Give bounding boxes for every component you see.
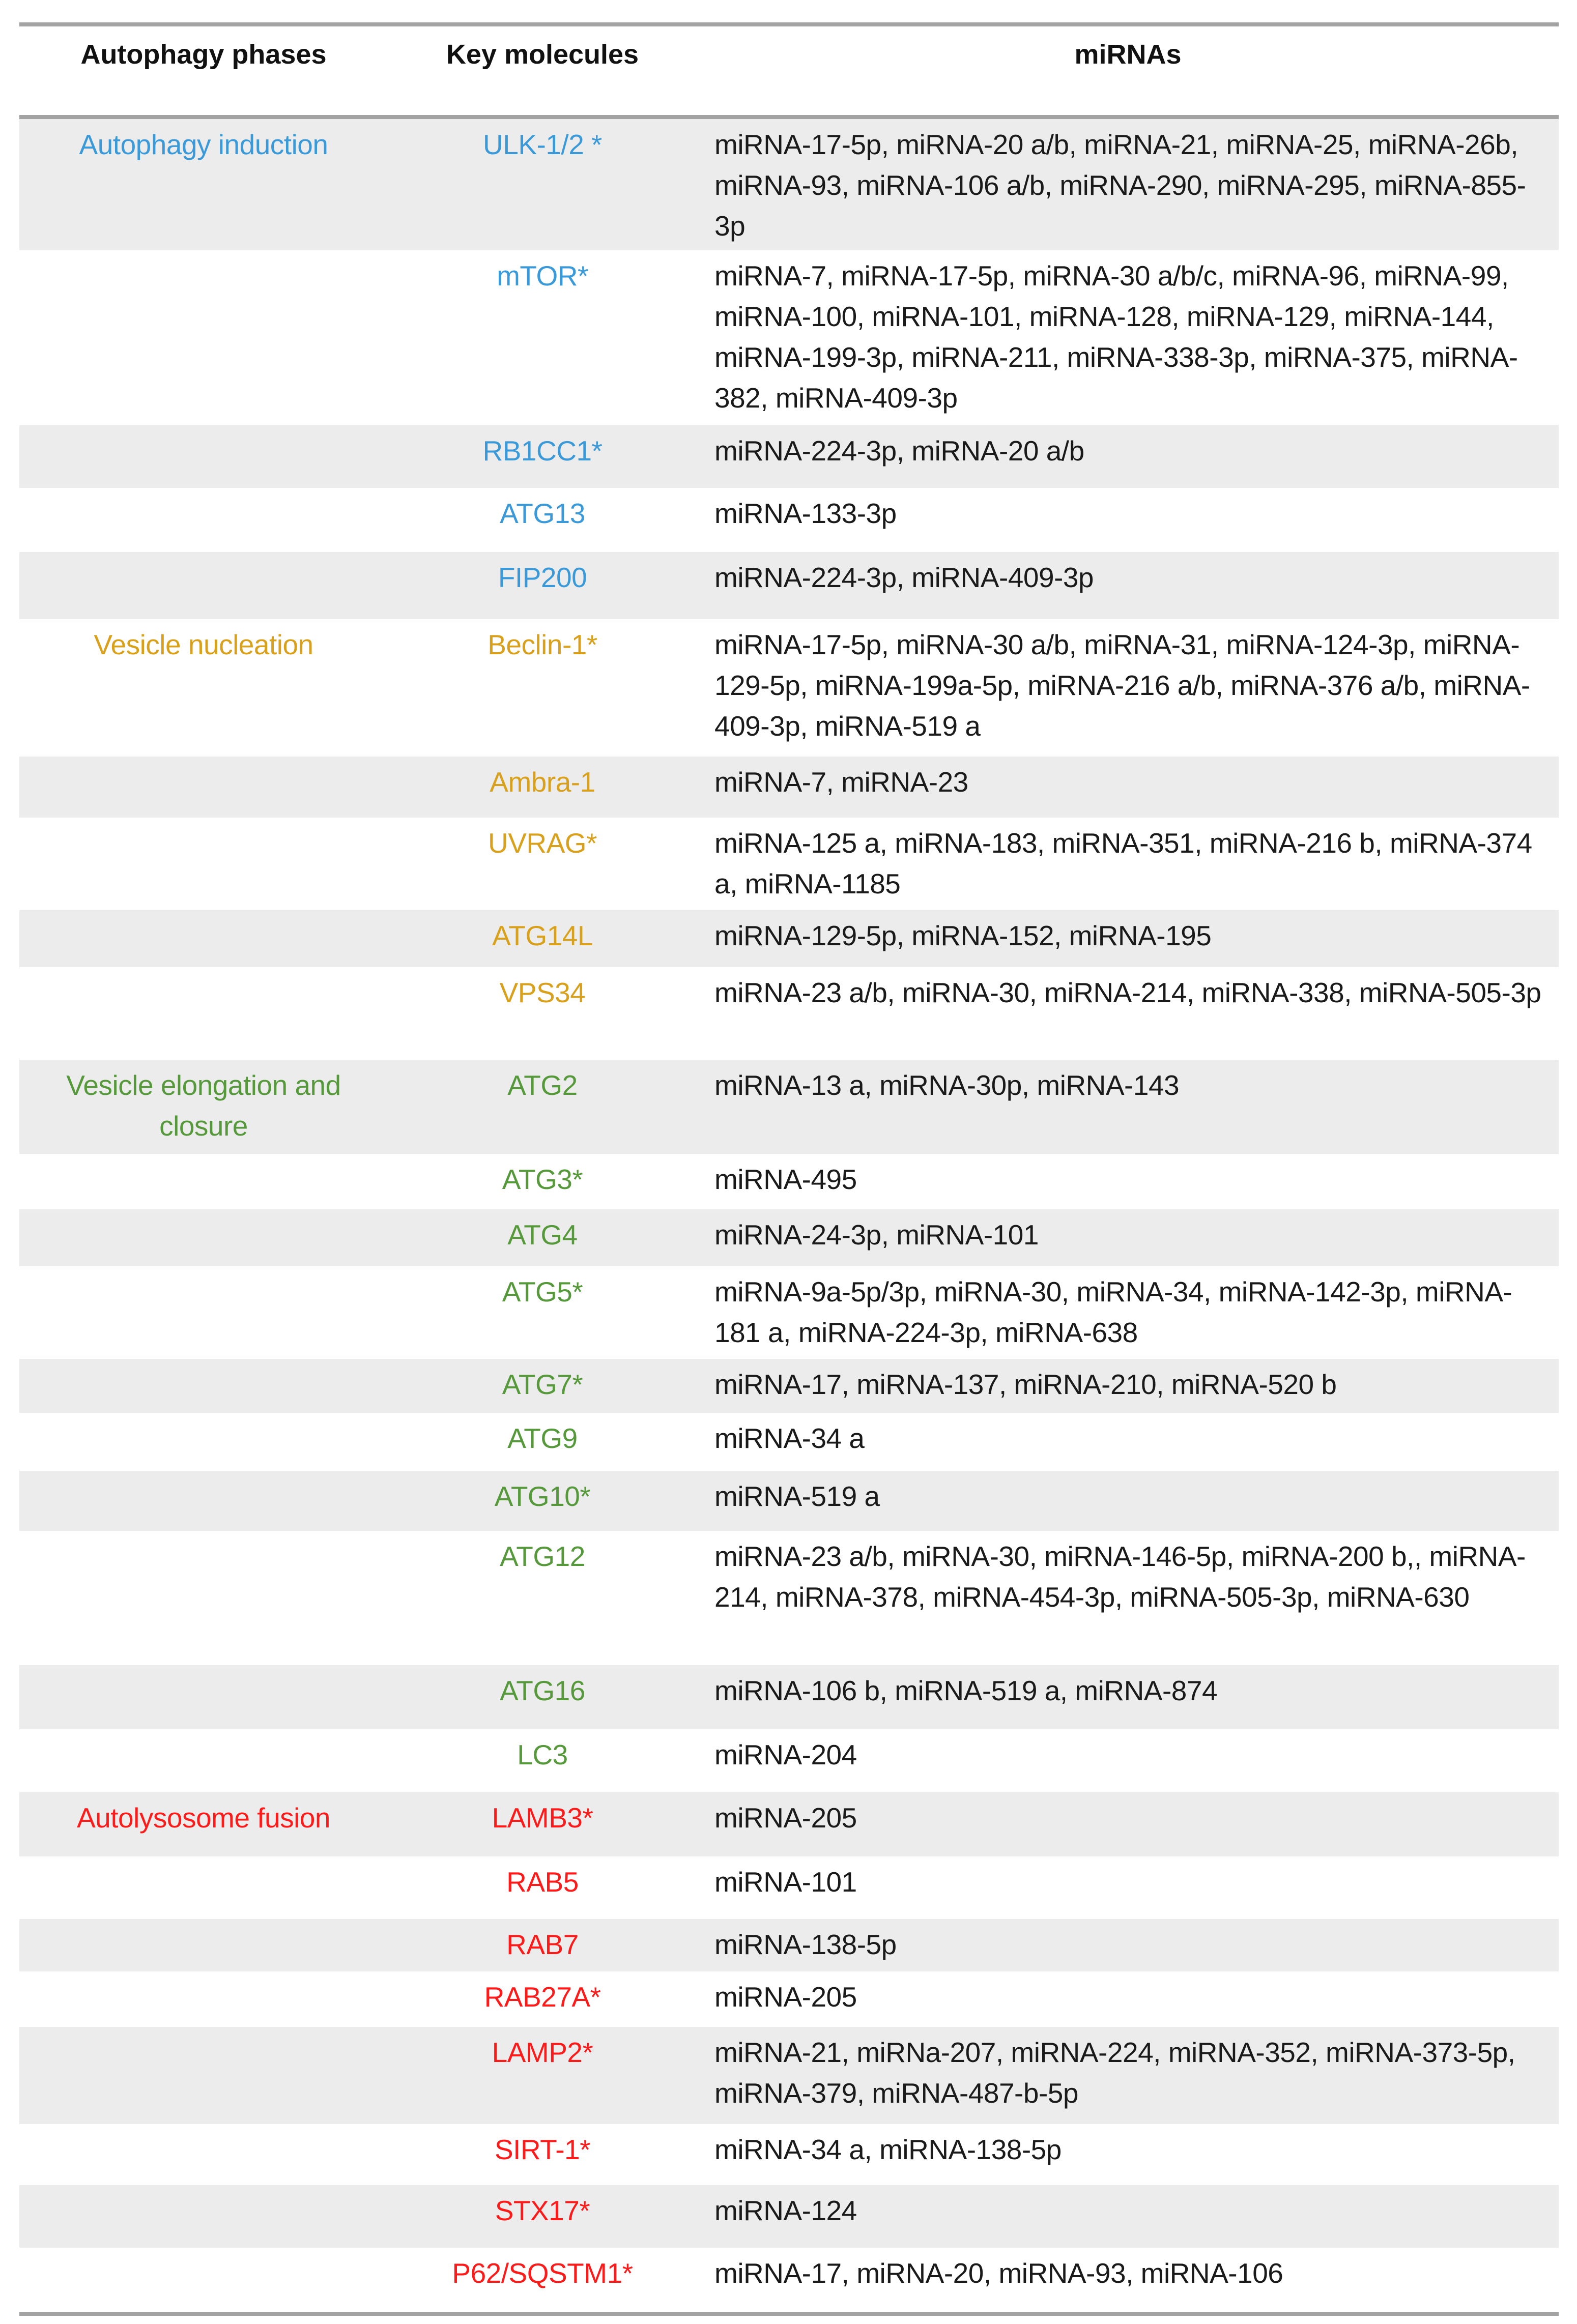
key-molecule-cell: STX17* <box>495 2195 590 2226</box>
mirnas-cell: miRNA-224-3p, miRNA-409-3p <box>714 562 1094 593</box>
key-molecule-cell: P62/SQSTM1* <box>452 2257 633 2289</box>
key-molecule-cell: RAB27A* <box>484 1981 601 2013</box>
phase-cell: Autophagy induction <box>79 129 328 160</box>
table-row <box>19 1266 1559 1359</box>
table-row <box>19 250 1559 425</box>
mirnas-cell: miRNA-17-5p, miRNA-20 a/b, miRNA-21, miRNA-25, miRNA-26b, miRNA-93, miRNA-106 a/b, miRNA-290, miRNA-295, miRNA-855-3p <box>714 129 1526 242</box>
table-row <box>19 488 1559 552</box>
autophagy-mirna-table <box>19 22 1559 2316</box>
table-row <box>19 2185 1559 2248</box>
key-molecule-cell: mTOR* <box>497 260 588 292</box>
table-header <box>19 26 1559 115</box>
table-row <box>19 1471 1559 1531</box>
mirnas-cell: miRNA-106 b, miRNA-519 a, miRNA-874 <box>714 1675 1218 1706</box>
table-row <box>19 619 1559 757</box>
phase-cell: Autolysosome fusion <box>77 1802 330 1834</box>
mirnas-cell: miRNA-17, miRNA-137, miRNA-210, miRNA-520 b <box>714 1369 1337 1400</box>
mirnas-cell: miRNA-224-3p, miRNA-20 a/b <box>714 435 1084 467</box>
mirnas-cell: miRNA-101 <box>714 1866 857 1898</box>
key-molecule-cell: ATG16 <box>500 1675 585 1706</box>
phase-cell <box>19 910 388 967</box>
table-row <box>19 1729 1559 1792</box>
mirnas-cell: miRNA-17-5p, miRNA-30 a/b, miRNA-31, miRNA-124-3p, miRNA-129-5p, miRNA-199a-5p, miRNA-216 a/b, miRNA-376 a/b, miRNA-409-3p, miRNA-519 a <box>714 629 1530 742</box>
phase-cell <box>19 1531 388 1665</box>
key-molecule-cell: ATG4 <box>507 1219 578 1251</box>
key-molecule-cell: ATG13 <box>500 498 585 529</box>
phase-cell <box>19 552 388 619</box>
phase-cell <box>19 818 388 910</box>
mirnas-cell: miRNA-204 <box>714 1739 857 1770</box>
mirnas-cell: miRNA-17, miRNA-20, miRNA-93, miRNA-106 <box>714 2257 1283 2289</box>
table-row <box>19 1919 1559 1971</box>
top-rule <box>19 22 1559 26</box>
key-molecule-cell: ATG14L <box>492 920 593 951</box>
phase-cell <box>19 1413 388 1471</box>
mirnas-cell: miRNA-21, miRNa-207, miRNA-224, miRNA-352, miRNA-373-5p, miRNA-379, miRNA-487-b-5p <box>714 2037 1515 2109</box>
mirnas-cell: miRNA-495 <box>714 1164 857 1195</box>
key-molecule-cell: UVRAG* <box>488 827 597 859</box>
table-row <box>19 1971 1559 2027</box>
phase-cell <box>19 1359 388 1413</box>
table-body <box>19 119 1559 2312</box>
phase-cell <box>19 2027 388 2124</box>
key-molecule-cell: RAB7 <box>506 1929 579 1960</box>
mirnas-cell: miRNA-9a-5p/3p, miRNA-30, miRNA-34, miRNA-142-3p, miRNA-181 a, miRNA-224-3p, miRNA-638 <box>714 1276 1512 1348</box>
table-row <box>19 1856 1559 1919</box>
phase-cell <box>19 1266 388 1359</box>
mirnas-cell: miRNA-34 a, miRNA-138-5p <box>714 2134 1062 2165</box>
mirnas-cell: miRNA-13 a, miRNA-30p, miRNA-143 <box>714 1069 1180 1101</box>
table-row <box>19 119 1559 250</box>
key-molecule-cell: ATG7* <box>502 1369 583 1400</box>
mirnas-cell: miRNA-7, miRNA-23 <box>714 766 968 798</box>
table-row <box>19 1154 1559 1209</box>
key-molecule-cell: LC3 <box>517 1739 568 1770</box>
key-molecule-cell: ULK-1/2 * <box>483 129 602 160</box>
table-row <box>19 1413 1559 1471</box>
key-molecule-cell: VPS34 <box>499 977 586 1008</box>
table-row <box>19 2027 1559 2124</box>
mirnas-cell: miRNA-23 a/b, miRNA-30, miRNA-214, miRNA-338, miRNA-505-3p <box>714 977 1541 1008</box>
phase-cell <box>19 1154 388 1209</box>
phase-cell <box>19 1665 388 1729</box>
phase-cell <box>19 1919 388 1971</box>
phase-cell: Vesicle nucleation <box>94 629 313 660</box>
phase-cell <box>19 1471 388 1531</box>
table-row <box>19 1359 1559 1413</box>
phase-cell <box>19 488 388 552</box>
key-molecule-cell: Ambra-1 <box>490 766 595 798</box>
table-row <box>19 552 1559 619</box>
table-row <box>19 1060 1559 1154</box>
key-molecule-cell: ATG12 <box>500 1541 585 1572</box>
phase-cell <box>19 2124 388 2185</box>
key-molecule-cell: FIP200 <box>498 562 587 593</box>
phase-cell <box>19 2248 388 2312</box>
key-molecule-cell: Beclin-1* <box>488 629 597 660</box>
mirnas-cell: miRNA-519 a <box>714 1480 880 1512</box>
table-row <box>19 1209 1559 1266</box>
table-row <box>19 2124 1559 2185</box>
key-molecule-cell: SIRT-1* <box>494 2134 591 2165</box>
table-row <box>19 967 1559 1060</box>
table-row <box>19 2248 1559 2312</box>
header-autophagy-phases: Autophagy phases <box>80 39 327 70</box>
phase-cell <box>19 425 388 488</box>
header-rule <box>19 115 1559 119</box>
key-molecule-cell: ATG10* <box>494 1480 591 1512</box>
phase-cell <box>19 1971 388 2027</box>
mirnas-cell: miRNA-24-3p, miRNA-101 <box>714 1219 1039 1251</box>
phase-cell <box>19 1209 388 1266</box>
header-key-molecules: Key molecules <box>446 39 639 70</box>
phase-cell <box>19 1729 388 1792</box>
mirnas-cell: miRNA-125 a, miRNA-183, miRNA-351, miRNA-216 b, miRNA-374 a, miRNA-1185 <box>714 827 1532 899</box>
mirnas-cell: miRNA-205 <box>714 1802 857 1834</box>
mirnas-cell: miRNA-124 <box>714 2195 857 2226</box>
key-molecule-cell: ATG2 <box>507 1069 578 1101</box>
mirnas-cell: miRNA-23 a/b, miRNA-30, miRNA-146-5p, miRNA-200 b,, miRNA-214, miRNA-378, miRNA-454-3p, miRNA-505-3p, miRNA-630 <box>714 1541 1526 1613</box>
phase-cell <box>19 250 388 425</box>
table-row <box>19 757 1559 818</box>
mirnas-cell: miRNA-138-5p <box>714 1929 897 1960</box>
table-row <box>19 425 1559 488</box>
key-molecule-cell: ATG9 <box>507 1422 578 1454</box>
bottom-rule <box>19 2312 1559 2316</box>
header-mirnas: miRNAs <box>1074 39 1182 70</box>
phase-cell: Vesicle elongation and closure <box>66 1069 341 1142</box>
mirnas-cell: miRNA-205 <box>714 1981 857 2013</box>
mirnas-cell: miRNA-34 a <box>714 1422 865 1454</box>
phase-cell <box>19 967 388 1060</box>
mirnas-cell: miRNA-133-3p <box>714 498 897 529</box>
key-molecule-cell: LAMB3* <box>492 1802 593 1834</box>
phase-cell <box>19 757 388 818</box>
mirnas-cell: miRNA-7, miRNA-17-5p, miRNA-30 a/b/c, miRNA-96, miRNA-99, miRNA-100, miRNA-101, miRNA-128, miRNA-129, miRNA-144, miRNA-199-3p, miRNA-211, miRNA-338-3p, miRNA-375, miRNA-382, miRNA-409-3p <box>714 260 1518 414</box>
table-row <box>19 910 1559 967</box>
key-molecule-cell: RB1CC1* <box>482 435 603 467</box>
key-molecule-cell: LAMP2* <box>492 2037 593 2068</box>
key-molecule-cell: ATG5* <box>502 1276 583 1308</box>
key-molecule-cell: ATG3* <box>502 1164 583 1195</box>
table-row <box>19 818 1559 910</box>
key-molecule-cell: RAB5 <box>506 1866 579 1898</box>
table-row <box>19 1531 1559 1665</box>
phase-cell <box>19 1856 388 1919</box>
mirnas-cell: miRNA-129-5p, miRNA-152, miRNA-195 <box>714 920 1212 951</box>
table-row <box>19 1792 1559 1856</box>
phase-cell <box>19 2185 388 2248</box>
table-row <box>19 1665 1559 1729</box>
